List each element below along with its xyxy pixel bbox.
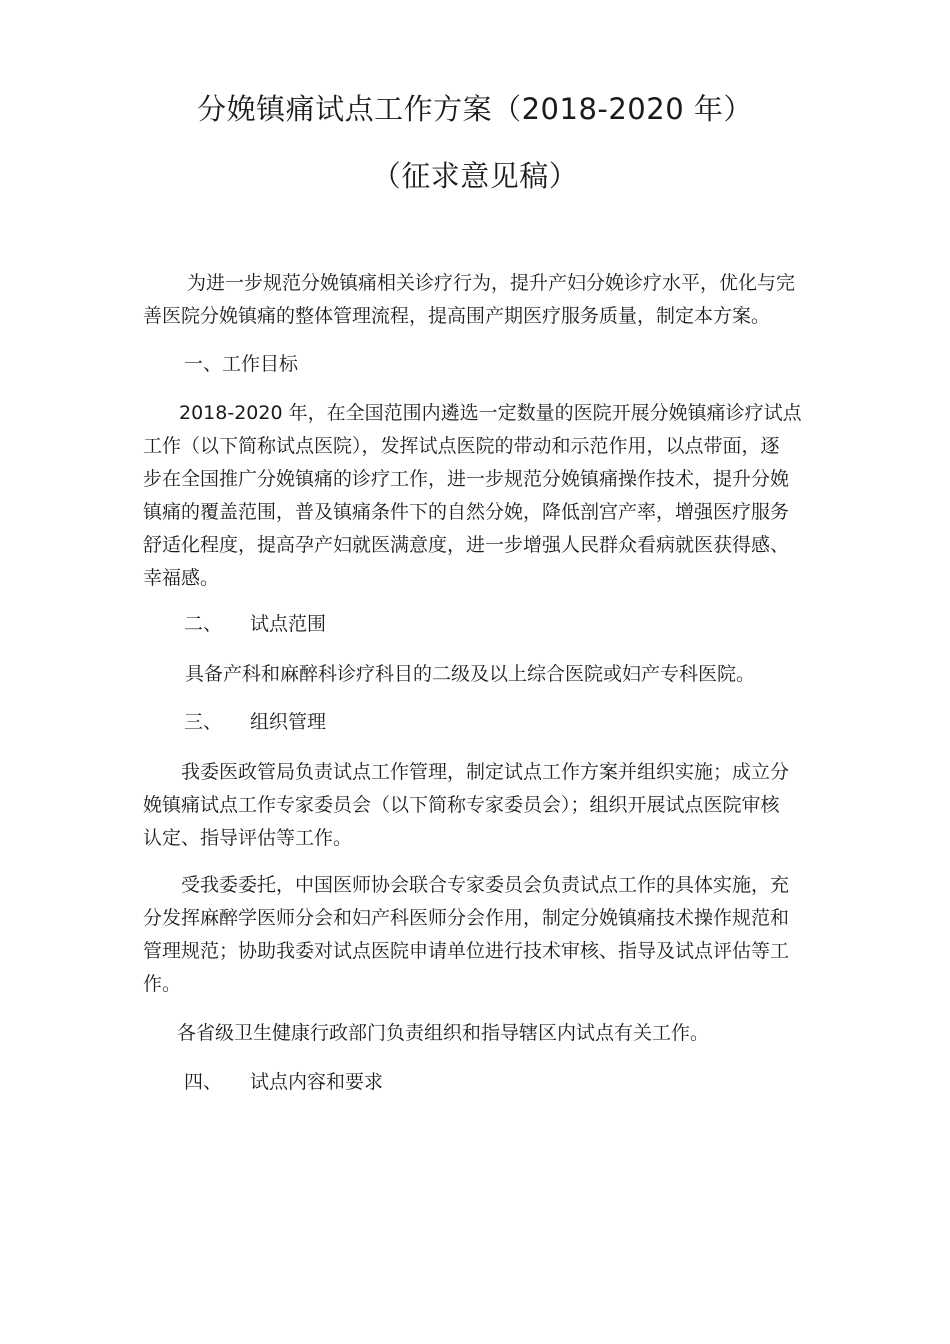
section1-body — [143, 397, 808, 595]
section2-line-1: 具备产科和麻醉科诊疗科目的二级及以上综合医院或妇产专科医院。 — [185, 663, 756, 685]
section3-number: 三、 — [184, 711, 223, 733]
section1-line-6: 幸福感。 — [143, 567, 220, 589]
section2-heading — [184, 608, 326, 641]
section4-number: 四、 — [184, 1071, 223, 1093]
intro-paragraph — [143, 267, 808, 333]
section3-p1-line-2: 娩镇痛试点工作专家委员会（以下简称专家委员会）；组织开展试点医院审核 — [143, 794, 780, 816]
section1-line-1: 2018-2020 年，在全国范围内遴选一定数量的医院开展分娩镇痛诊疗试点 — [179, 402, 802, 424]
section4-heading — [184, 1066, 383, 1099]
section3-paragraph-2 — [143, 869, 808, 1001]
intro-line-1: 为进一步规范分娩镇痛相关诊疗行为，提升产妇分娩诊疗水平，优化与完 — [187, 272, 796, 294]
section1-line-3: 步在全国推广分娩镇痛的诊疗工作，进一步规范分娩镇痛操作技术，提升分娩 — [143, 468, 790, 490]
section3-p2-line-1: 受我委委托，中国医师协会联合专家委员会负责试点工作的具体实施，充 — [181, 874, 790, 896]
section3-paragraph-3 — [143, 1017, 808, 1050]
section1-heading: 一、工作目标 — [184, 353, 299, 375]
section3-paragraph-1 — [143, 756, 808, 855]
section3-p3-line-1: 各省级卫生健康行政部门负责组织和指导辖区内试点有关工作。 — [177, 1022, 710, 1044]
section3-p2-line-2: 分发挥麻醉学医师分会和妇产科医师分会作用，制定分娩镇痛技术操作规范和 — [143, 907, 790, 929]
section1-line-4: 镇痛的覆盖范围，普及镇痛条件下的自然分娩，降低剖宫产率，增强医疗服务 — [143, 501, 790, 523]
section3-title: 组织管理 — [250, 711, 327, 733]
document-title: 分娩镇痛试点工作方案（2018-2020 年） — [197, 92, 753, 126]
section2-number: 二、 — [184, 613, 223, 635]
section4-title: 试点内容和要求 — [250, 1071, 384, 1093]
section2-title: 试点范围 — [250, 613, 327, 635]
intro-line-2: 善医院分娩镇痛的整体管理流程，提高围产期医疗服务质量，制定本方案。 — [143, 305, 771, 327]
document-subtitle: （征求意见稿） — [371, 159, 579, 193]
section3-p1-line-1: 我委医政管局负责试点工作管理，制定试点工作方案并组织实施；成立分 — [181, 761, 790, 783]
section2-body — [143, 658, 808, 691]
section3-p2-line-4: 作。 — [143, 973, 182, 995]
section1-line-2: 工作（以下简称试点医院），发挥试点医院的带动和示范作用，以点带面，逐 — [143, 435, 780, 457]
section3-p1-line-3: 认定、指导评估等工作。 — [143, 827, 353, 849]
section3-p2-line-3: 管理规范；协助我委对试点医院申请单位进行技术审核、指导及试点评估等工 — [143, 940, 790, 962]
section3-heading — [184, 706, 326, 739]
section1-line-5: 舒适化程度，提高孕产妇就医满意度，进一步增强人民群众看病就医获得感、 — [143, 534, 790, 556]
